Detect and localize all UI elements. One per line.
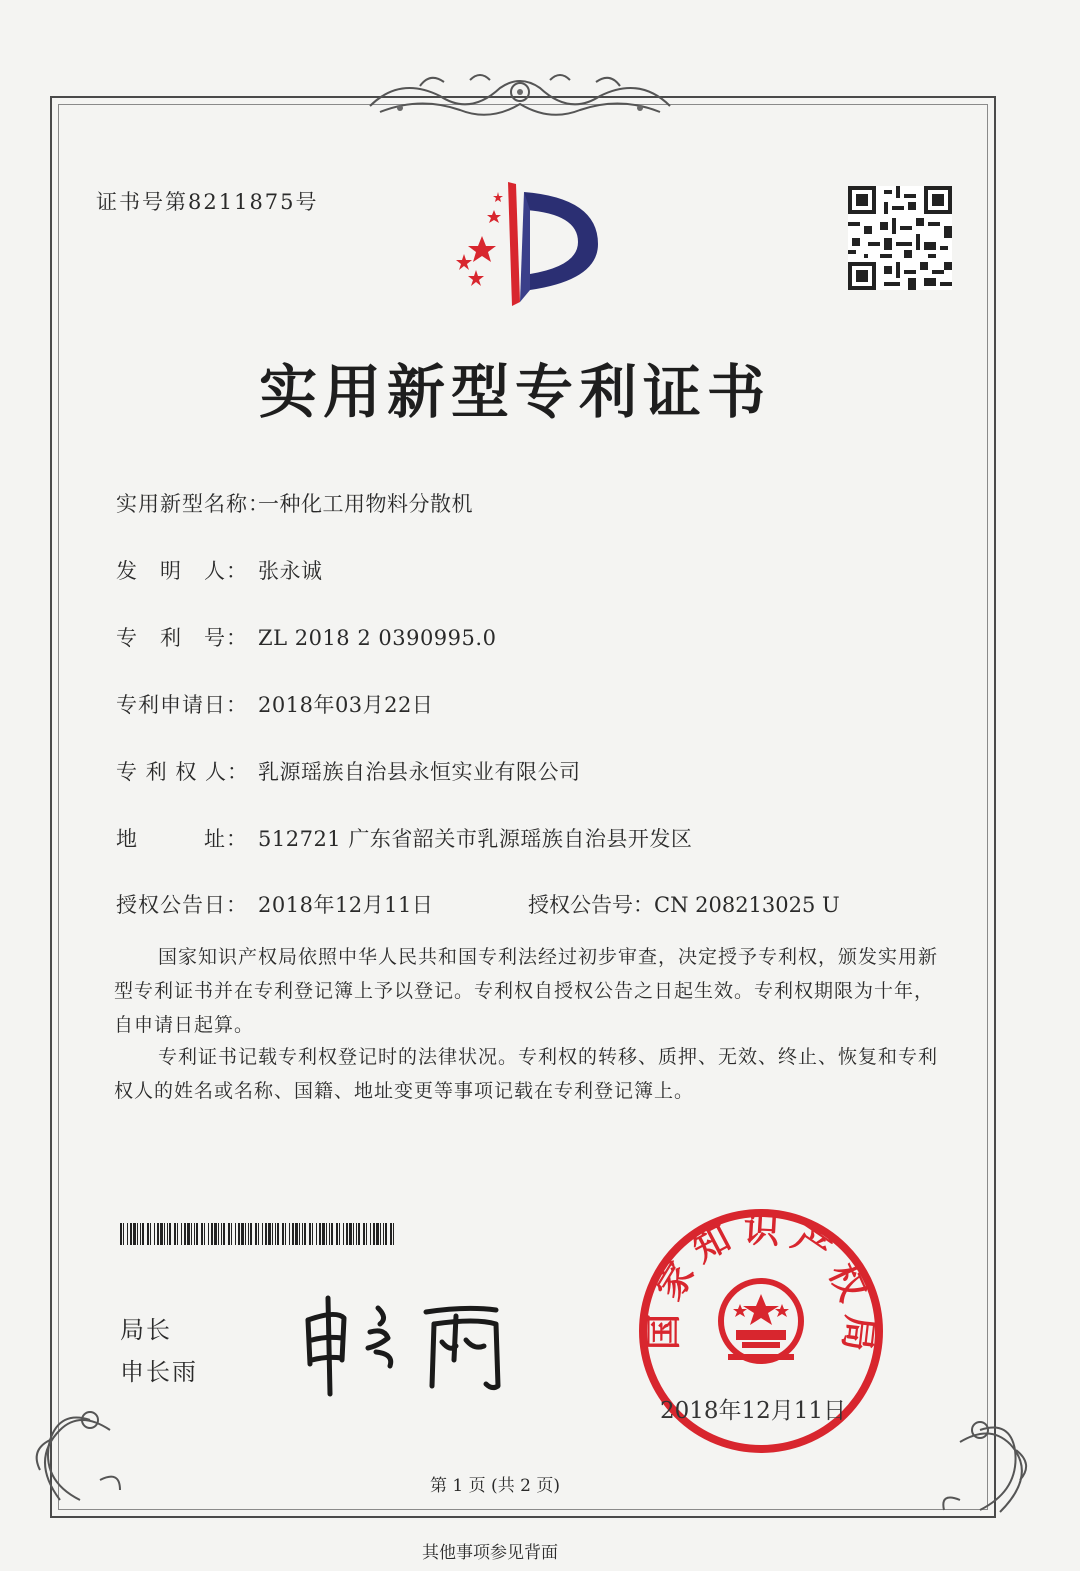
field-address (116, 823, 692, 853)
announcement-date-value: 2018年12月11日 (258, 893, 434, 917)
field-inventor (116, 555, 323, 585)
signatory-title: 局长 (120, 1316, 172, 1344)
announcement-date-label: 授权公告日： (116, 893, 248, 917)
handwritten-signature-icon (296, 1290, 536, 1400)
barcode-icon (120, 1223, 396, 1245)
field-patentee (116, 756, 581, 786)
announcement-number-label: 授权公告号： (528, 893, 654, 917)
patentee-label: 专 利 权 人： (116, 760, 250, 784)
patent-number-value: ZL 2018 2 0390995.0 (258, 626, 497, 650)
svg-text:国家知识产权局 (644, 1209, 880, 1363)
application-date-value: 2018年03月22日 (258, 693, 434, 717)
field-utility-model-name (116, 488, 473, 518)
application-date-label: 专利申请日： (116, 693, 248, 717)
field-announcement-date (116, 889, 433, 919)
footer-note: 其他事项参见背面 (422, 1543, 558, 1563)
inventor-value: 张永诚 (258, 559, 323, 583)
legal-status-paragraph (114, 1040, 944, 1108)
top-ornament-icon (360, 66, 680, 130)
certificate-title: 实用新型专利证书 (258, 358, 771, 426)
patentee-value: 乳源瑶族自治县永恒实业有限公司 (258, 760, 581, 784)
certificate-number: 证书号第8211875号 (96, 190, 319, 214)
field-announcement-number (528, 889, 840, 919)
seal-text: 国家知识产权局 (643, 1209, 880, 1364)
name-label: 实用新型名称： (116, 492, 270, 516)
qr-code-icon (848, 186, 952, 290)
page-number: 第 1 页 (共 2 页) (430, 1476, 560, 1496)
legal-status-paragraph-text: 专利证书记载专利权登记时的法律状况。专利权的转移、质押、无效、终止、恢复和专利权人的姓名或名称、国籍、地址变更等事项记载在专利登记簿上。 (114, 1046, 939, 1102)
signatory-name: 申长雨 (120, 1358, 198, 1386)
patent-number-label: 专 利 号： (116, 626, 248, 650)
bottom-right-ornament-icon (920, 1390, 1050, 1520)
seal-date: 2018年12月11日 (660, 1398, 847, 1424)
grant-paragraph (114, 940, 944, 1042)
announcement-number-value: CN 208213025 U (654, 893, 840, 917)
field-patent-number (116, 622, 496, 652)
address-label: 地 址： (116, 827, 248, 851)
address-value: 512721 广东省韶关市乳源瑶族自治县开发区 (258, 827, 693, 851)
name-value: 一种化工用物料分散机 (258, 492, 473, 516)
field-application-date (116, 689, 433, 719)
cnipa-emblem-icon (438, 180, 608, 310)
inventor-label: 发 明 人： (116, 559, 248, 583)
grant-paragraph-text: 国家知识产权局依照中华人民共和国专利法经过初步审查，决定授予专利权，颁发实用新型专利证书并在专利登记簿上予以登记。专利权自授权公告之日起生效。专利权期限为十年，自申请日起算。 (114, 946, 939, 1036)
